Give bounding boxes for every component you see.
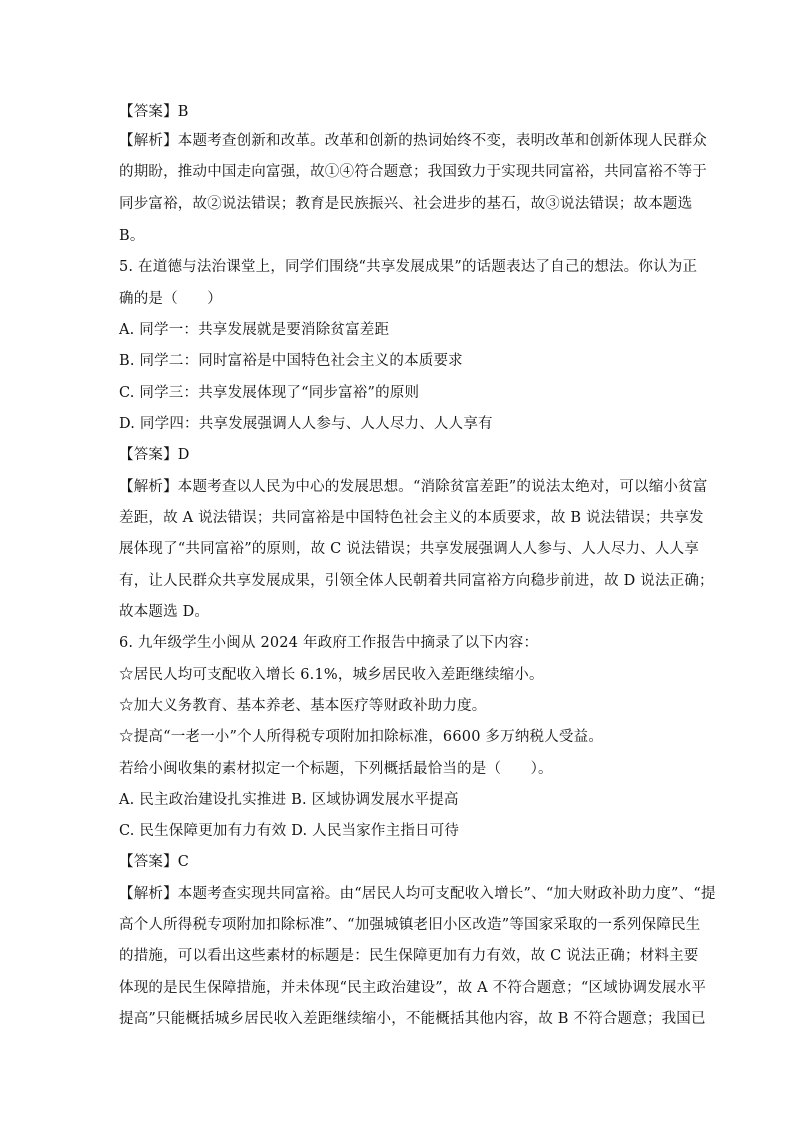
question-5-stem: 5. 在道德与法治课堂上，同学们围绕“共享发展成果”的话题表达了自己的想法。你认为正 <box>119 259 698 275</box>
analysis-line: 【解析】本题考查实现共同富裕。由“居民人均可支配收入增长”、“加大财政补助力度”、“提 <box>119 886 716 902</box>
question-6-item: ☆加大义务教育、基本养老、基本医疗等财政补助力度。 <box>119 698 487 714</box>
question-5-option-c: C. 同学三：共享发展体现了“同步富裕”的原则 <box>119 385 420 401</box>
question-6-options-cd: C. 民生保障更加有力有效 D. 人民当家作主指日可待 <box>119 823 460 839</box>
analysis-line: 故本题选 D。 <box>119 604 210 620</box>
analysis-line: 差距，故 A 说法错误；共同富裕是中国特色社会主义的本质要求，故 B 说法错误；共享发 <box>119 510 704 526</box>
analysis-line: 的期盼，推动中国走向富强，故①④符合题意；我国致力于实现共同富裕，共同富裕不等于 <box>119 164 707 180</box>
answer-line-q4: 【答案】B <box>119 104 189 120</box>
question-6-prompt: 若给小闽收集的素材拟定一个标题，下列概括最恰当的是（ ）。 <box>119 761 553 777</box>
analysis-line: 的措施，可以看出这些素材的标题是：民生保障更加有力有效，故 C 说法正确；材料主要 <box>119 948 699 964</box>
question-6-item: ☆居民人均可支配收入增长 6.1%，城乡居民收入差距继续缩小。 <box>119 667 544 683</box>
analysis-line: 【解析】本题考查以人民为中心的发展思想。“消除贫富差距”的说法太绝对，可以缩小贫富 <box>119 479 708 495</box>
answer-line-q5: 【答案】D <box>119 447 190 463</box>
question-6-options-ab: A. 民主政治建设扎实推进 B. 区域协调发展水平提高 <box>119 792 459 808</box>
analysis-line: 提高”只能概括城乡居民收入差距继续缩小，不能概括其他内容，故 B 不符合题意；我国已 <box>119 1011 706 1027</box>
question-6-item: ☆提高“一老一小”个人所得税专项附加扣除标准，6600 多万纳税人受益。 <box>119 729 604 745</box>
answer-line-q6: 【答案】C <box>119 854 190 870</box>
analysis-line: 展体现了“共同富裕”的原则，故 C 说法错误；共享发展强调人人参与、人人尽力、人人享 <box>119 541 700 557</box>
question-5-option-a: A. 同学一：共享发展就是要消除贫富差距 <box>119 322 390 338</box>
analysis-line: 有，让人民群众共享发展成果，引领全体人民朝着共同富裕方向稳步前进，故 D 说法正确； <box>119 573 714 589</box>
analysis-line: 高个人所得税专项附加扣除标准”、“加强城镇老旧小区改造”等国家采取的一系列保障民生 <box>119 917 701 933</box>
question-6-stem: 6. 九年级学生小闽从 2024 年政府工作报告中摘录了以下内容： <box>119 635 539 651</box>
analysis-line: B。 <box>119 228 145 244</box>
analysis-line: 同步富裕，故②说法错误；教育是民族振兴、社会进步的基石，故③说法错误；故本题选 <box>119 196 693 212</box>
analysis-line: 体现的是民生保障措施，并未体现“民主政治建设”，故 A 不符合题意；“区域协调发展水平 <box>119 980 707 996</box>
question-5-option-d: D. 同学四：共享发展强调人人参与、人人尽力、人人享有 <box>119 416 493 432</box>
question-5-option-b: B. 同学二：同时富裕是中国特色社会主义的本质要求 <box>119 353 463 369</box>
question-5-stem: 确的是（ ） <box>119 291 222 307</box>
analysis-line: 【解析】本题考查创新和改革。改革和创新的热词始终不变，表明改革和创新体现人民群众 <box>119 133 707 149</box>
